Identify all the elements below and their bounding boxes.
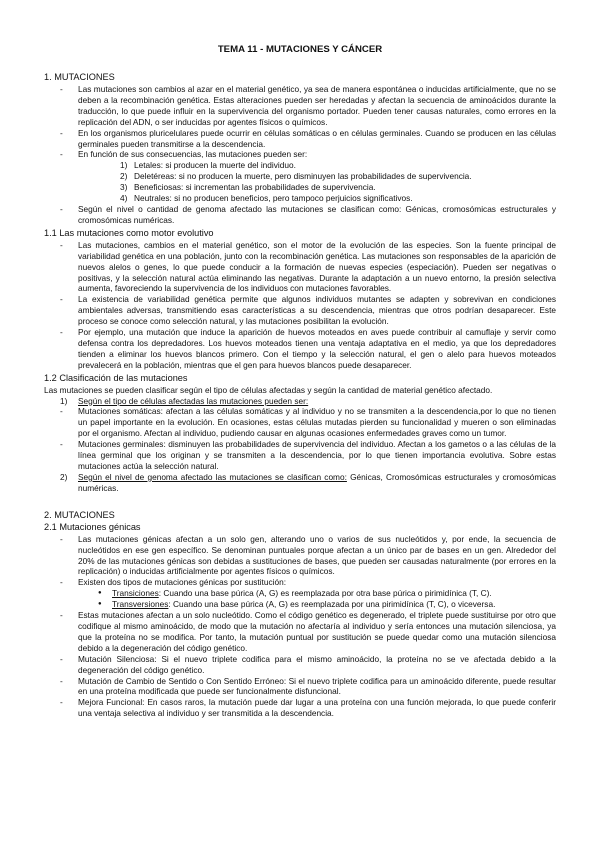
section-heading-2-1: 2.1 Mutaciones génicas bbox=[44, 521, 141, 532]
list-item: - Las mutaciones, cambios en el material genético, son el motor de la evolución de las especies. Son la fuente principal de variabilidad genética en una población, junto con la recombinación genética. Las mutaciones son responsables de la aparición de nuevos alelos o genes, lo que puede conducir a la formación de nuevas especies (especiación). Pueden ser negativas o positivas, y la selección natural actúa eliminando las negativas. Durante la adaptación a un nuevo entorno, la presión selectiva aumenta, favoreciendo la supervivencia de los individuos con mutaciones favorables. bbox=[44, 240, 556, 295]
classification-1-list bbox=[44, 406, 556, 471]
section-1-list bbox=[44, 84, 556, 160]
list-item: ● Transiciones: Cuando una base púrica (A, G) es reemplazada por otra base púrica o pirimidínica (T, C). bbox=[98, 588, 556, 599]
section-heading-1-2: 1.2 Clasificación de las mutaciones bbox=[44, 372, 188, 383]
list-item: 4) Neutrales: si no producen beneficios, pero tampoco perjuicios significativos. bbox=[120, 193, 413, 204]
section-heading-2: 2. MUTACIONES bbox=[44, 509, 115, 520]
section-heading-1: 1. MUTACIONES bbox=[44, 72, 115, 82]
page-title: TEMA 11 - MUTACIONES Y CÁNCER bbox=[217, 44, 383, 55]
list-item: - Mutaciones somáticas: afectan a las células somáticas y al individuo y no se transmiten a la descendencia,por lo que no tienen un papel importante en la evolución. En ocasiones, estas células mutadas pierden su funcionalidad y mueren o son eliminadas por el organismo. Afectan al individuo, pudiendo causar en algunas ocasiones enfermedades graves como un tumor. bbox=[44, 406, 556, 439]
substitution-types-list bbox=[44, 588, 556, 610]
list-item: - Mutación Silenciosa: Si el nuevo triplete codifica para el mismo aminoácido, la proteína no se ve afectada debido a la degeneración del código genético. bbox=[44, 654, 556, 676]
list-item: - Estas mutaciones afectan a un solo nucleótido. Como el código genético es degenerado, el triplete puede sustituirse por otro que codifique al mismo aminoácido, de modo que la mutación no afectaría al individuo y sería entonces una mutación silenciosa, ya que la proteína no se modifica. Por tanto, la mutación puntual por sustitución se puede quedar como una mutación silenciosa debido a la degeneración del código genético. bbox=[44, 610, 556, 654]
list-item: - Mutación de Cambio de Sentido o Con Sentido Erróneo: Si el nuevo triplete codifica para un aminoácido diferente, puede resultar en una proteína modificada que puede ser funcionalmente disfuncional. bbox=[44, 676, 556, 698]
list-item: - Mejora Funcional: En casos raros, la mutación puede dar lugar a una proteína con una función mejorada, lo que puede conferir una ventaja selectiva al individuo y ser transmitida a la descendencia. bbox=[44, 697, 556, 719]
list-item: - Por ejemplo, una mutación que induce la aparición de huevos moteados en aves puede contribuir al camuflaje y servir como defensa contra los depredadores. Los huevos moteados tienen una ventaja adaptativa en el medio, ya que los depredadores tienden a eliminar los huevos blancos primero. Con el tiempo y la selección natural, el gen o alelo para huevos moteados prevalecerá en la población, mientras que el gen para huevos blancos puede desaparecer. bbox=[44, 327, 556, 371]
list-item: - La existencia de variabilidad genética permite que algunos individuos mutantes se adapten y sobrevivan en condiciones ambientales adversas, transmitiendo esas características a su descendencia, mientras que otros podrían desaparecer. Este proceso se conoce como selección natural, y las mutaciones posibilitan la evolución. bbox=[44, 294, 556, 327]
list-item: - En función de sus consecuencias, las mutaciones pueden ser: bbox=[44, 149, 556, 160]
classification-2: 2) Según el nivel de genoma afectado las mutaciones se clasifican como: Génicas, Cromosómicas estructurales y cromosómicas numéricas. bbox=[60, 471, 557, 493]
consequences-list bbox=[44, 160, 556, 204]
list-item: - Mutaciones germinales: disminuyen las probabilidades de supervivencia del individuo. Afectan a los gametos o a las células de la línea germinal que los originan y se transmiten a la descendencia, por lo que tienen importancia evolutiva. Sobre estas mutaciones actúa la selección natural. bbox=[44, 439, 556, 472]
section-2-list-a bbox=[44, 534, 556, 589]
section-1-1-list bbox=[44, 240, 556, 371]
list-item: - Según el nivel o cantidad de genoma afectado las mutaciones se clasifican como: Génicas, cromosómicas estructurales y cromosómicas numéricas. bbox=[44, 204, 556, 226]
list-item: 1) Letales: si producen la muerte del individuo. bbox=[120, 160, 296, 171]
list-item: 2) Deletéreas: si no producen la muerte, pero disminuyen las probabilidades de supervivencia. bbox=[120, 171, 472, 182]
list-item: 3) Beneficiosas: si incrementan las probabilidades de supervivencia. bbox=[120, 182, 376, 193]
list-item: - Existen dos tipos de mutaciones génicas por sustitución: bbox=[44, 577, 556, 588]
list-item: - En los organismos pluricelulares puede ocurrir en células somáticas o en células germinales. Cuando se producen en las células germinales pueden transmitirse a la descendencia. bbox=[44, 128, 556, 150]
list-item: - Las mutaciones son cambios al azar en el material genético, ya sea de manera espontánea o inducidas artificialmente, que no se deben a la recombinación genética. Estas alteraciones pueden ser heredadas y afectan la secuencia de aminoácidos durante la traducción, lo que puede influir en la supervivencia del organismo portador. Pueden tener causas naturales, como errores en la replicación del ADN, o ser inducidas por agentes físicos o químicos. bbox=[44, 84, 556, 128]
section-2-list-b bbox=[44, 610, 556, 719]
list-item: - Las mutaciones génicas afectan a un solo gen, alterando uno o varios de sus nucleótidos y, por ende, la secuencia de nucleótidos en ese gen específico. Se denominan puntuales porque afectan a un único par de bases en un gen. Alrededor del 20% de las mutaciones génicas son debidas a sustituciones de bases, que pueden ser causadas naturalmente (por errores en la replicación) o inducidas artificialmente por agentes físicos o químicos. bbox=[44, 534, 556, 578]
section-heading-1-1: 1.1 Las mutaciones como motor evolutivo bbox=[44, 227, 214, 238]
list-item: ● Transversiones: Cuando una base púrica (A, G) es reemplazada por una pirimidínica (T, C), o viceversa. bbox=[98, 599, 556, 610]
section-1-list-end bbox=[44, 204, 556, 226]
section-1-2-intro: Las mutaciones se pueden clasificar según el tipo de células afectadas y según la cantidad de material genético afectado. bbox=[44, 384, 493, 395]
classification-1: 1) Según el tipo de células afectadas las mutaciones pueden ser: bbox=[60, 395, 309, 406]
